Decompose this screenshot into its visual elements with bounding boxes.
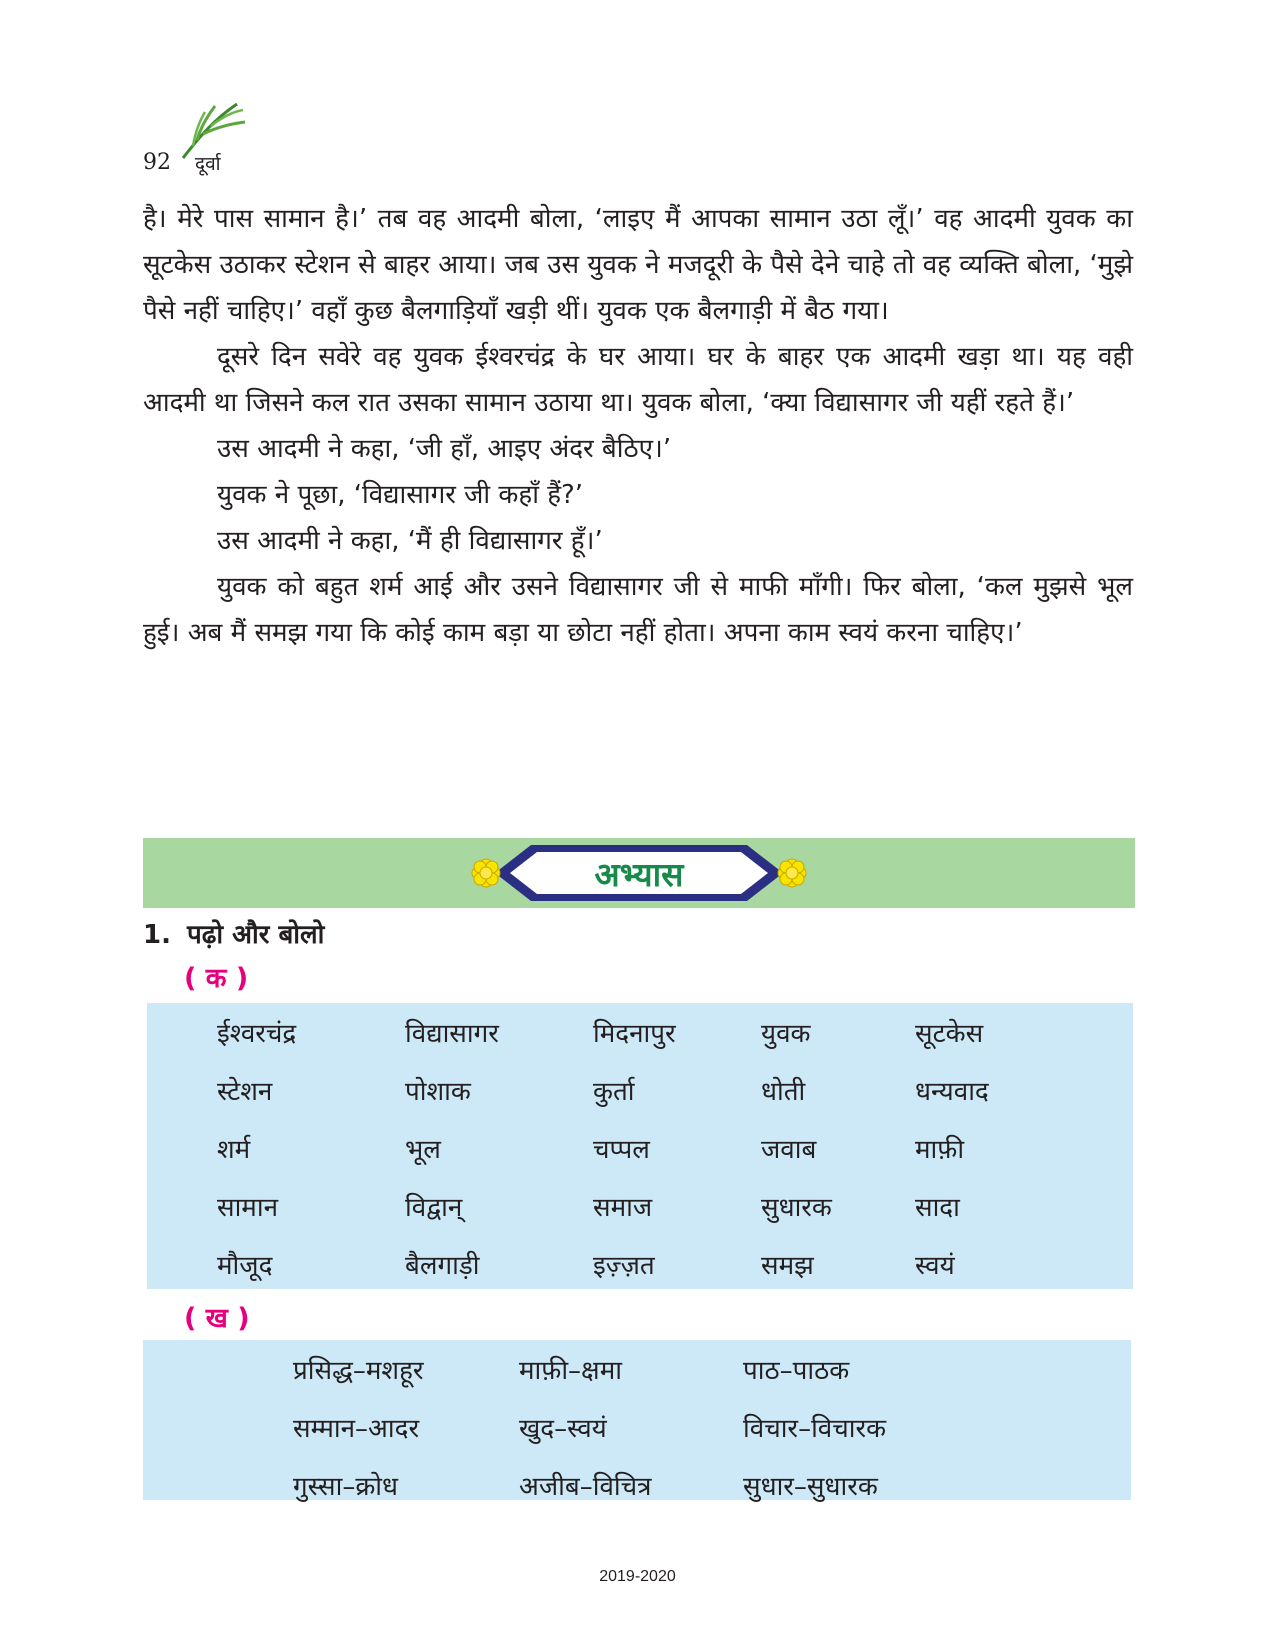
word-pair: प्रसिद्ध–मशहूर <box>293 1356 424 1386</box>
word: स्टेशन <box>217 1077 273 1107</box>
word: इज़्ज़त <box>593 1251 655 1281</box>
story-dialogue: उस आदमी ने कहा, ‘जी हाँ, आइए अंदर बैठिए।’ <box>217 434 672 464</box>
word: धोती <box>761 1077 806 1107</box>
word: भूल <box>405 1135 441 1165</box>
word: विद्वान् <box>405 1193 463 1223</box>
word: सुधारक <box>761 1193 832 1223</box>
word: माफ़ी <box>915 1135 965 1165</box>
word-list-kha <box>143 1340 1131 1500</box>
story-dialogue: युवक ने पूछा, ‘विद्यासागर जी कहाँ हैं?’ <box>217 480 584 510</box>
word-pair: खुद–स्वयं <box>519 1414 607 1444</box>
book-title: दूर्वा <box>195 153 221 175</box>
word: विद्यासागर <box>405 1019 499 1049</box>
word: युवक <box>761 1019 811 1049</box>
word: पोशाक <box>405 1077 471 1107</box>
word: शर्म <box>217 1135 251 1165</box>
word: ईश्वरचंद्र <box>217 1019 297 1049</box>
word: मिदनापुर <box>593 1019 676 1049</box>
word: चप्पल <box>593 1135 650 1165</box>
part-ka-label: ( क ) <box>184 963 249 994</box>
exercise-banner <box>143 838 1135 908</box>
word-pair: अजीब–विचित्र <box>519 1472 652 1502</box>
word-pair: पाठ–पाठक <box>743 1356 850 1386</box>
question-title: पढ़ो और बोलो <box>186 920 325 950</box>
word-list-ka <box>147 1003 1133 1289</box>
word: समझ <box>761 1251 814 1281</box>
word: धन्यवाद <box>915 1077 989 1107</box>
word-pair: सम्मान–आदर <box>293 1414 420 1444</box>
page-number: 92 <box>143 150 171 175</box>
word: स्वयं <box>915 1251 955 1281</box>
exercise-title: अभ्यास <box>594 855 684 894</box>
story-paragraph: युवक को बहुत शर्म आई और उसने विद्यासागर जी से माफी माँगी। फिर बोला, ‘कल मुझसे भूल हुई। अब मैं समझ गया कि कोई काम बड़ा या छोटा नहीं होता। अपना काम स्वयं करना चाहिए।’ <box>143 572 1133 648</box>
story-dialogue: उस आदमी ने कहा, ‘मैं ही विद्यासागर हूँ।’ <box>217 526 603 556</box>
word-pair: सुधार–सुधारक <box>743 1472 878 1502</box>
word: मौजूद <box>217 1251 273 1281</box>
word-grid <box>217 1003 1057 1293</box>
word: समाज <box>593 1193 653 1223</box>
word-pair: विचार–विचारक <box>743 1414 887 1444</box>
page-header <box>143 100 263 180</box>
word: कुर्ता <box>593 1077 635 1107</box>
word: सामान <box>217 1193 279 1223</box>
word: सादा <box>915 1193 960 1223</box>
word-pair-grid <box>293 1340 993 1514</box>
year-footer: 2019-2020 <box>599 1568 676 1585</box>
word-pair: गुस्सा–क्रोध <box>293 1472 399 1502</box>
word: बैलगाड़ी <box>405 1251 480 1281</box>
story-text <box>143 196 1133 656</box>
story-paragraph: है। मेरे पास सामान है।’ तब वह आदमी बोला, ‘लाइए मैं आपका सामान उठा लूँ।’ वह आदमी युवक का सूटकेस उठाकर स्टेशन से बाहर आया। जब उस युवक ने मजदूरी के पैसे देने चाहे तो वह व्यक्ति बोला, ‘मुझे पैसे नहीं चाहिए।’ वहाँ कुछ बैलगाड़ियाँ खड़ी थीं। युवक एक बैलगाड़ी में बैठ गया। <box>143 204 1133 326</box>
word: सूटकेस <box>915 1019 984 1049</box>
question-number: 1. <box>143 920 171 950</box>
word-pair: माफ़ी–क्षमा <box>519 1356 622 1386</box>
word: जवाब <box>761 1135 817 1165</box>
story-paragraph: दूसरे दिन सवेरे वह युवक ईश्वरचंद्र के घर आया। घर के बाहर एक आदमी खड़ा था। यह वही आदमी था जिसने कल रात उसका सामान उठाया था। युवक बोला, ‘क्या विद्यासागर जी यहीं रहते हैं।’ <box>143 342 1133 418</box>
question-heading <box>143 915 324 951</box>
part-kha-label: ( ख ) <box>184 1303 250 1334</box>
